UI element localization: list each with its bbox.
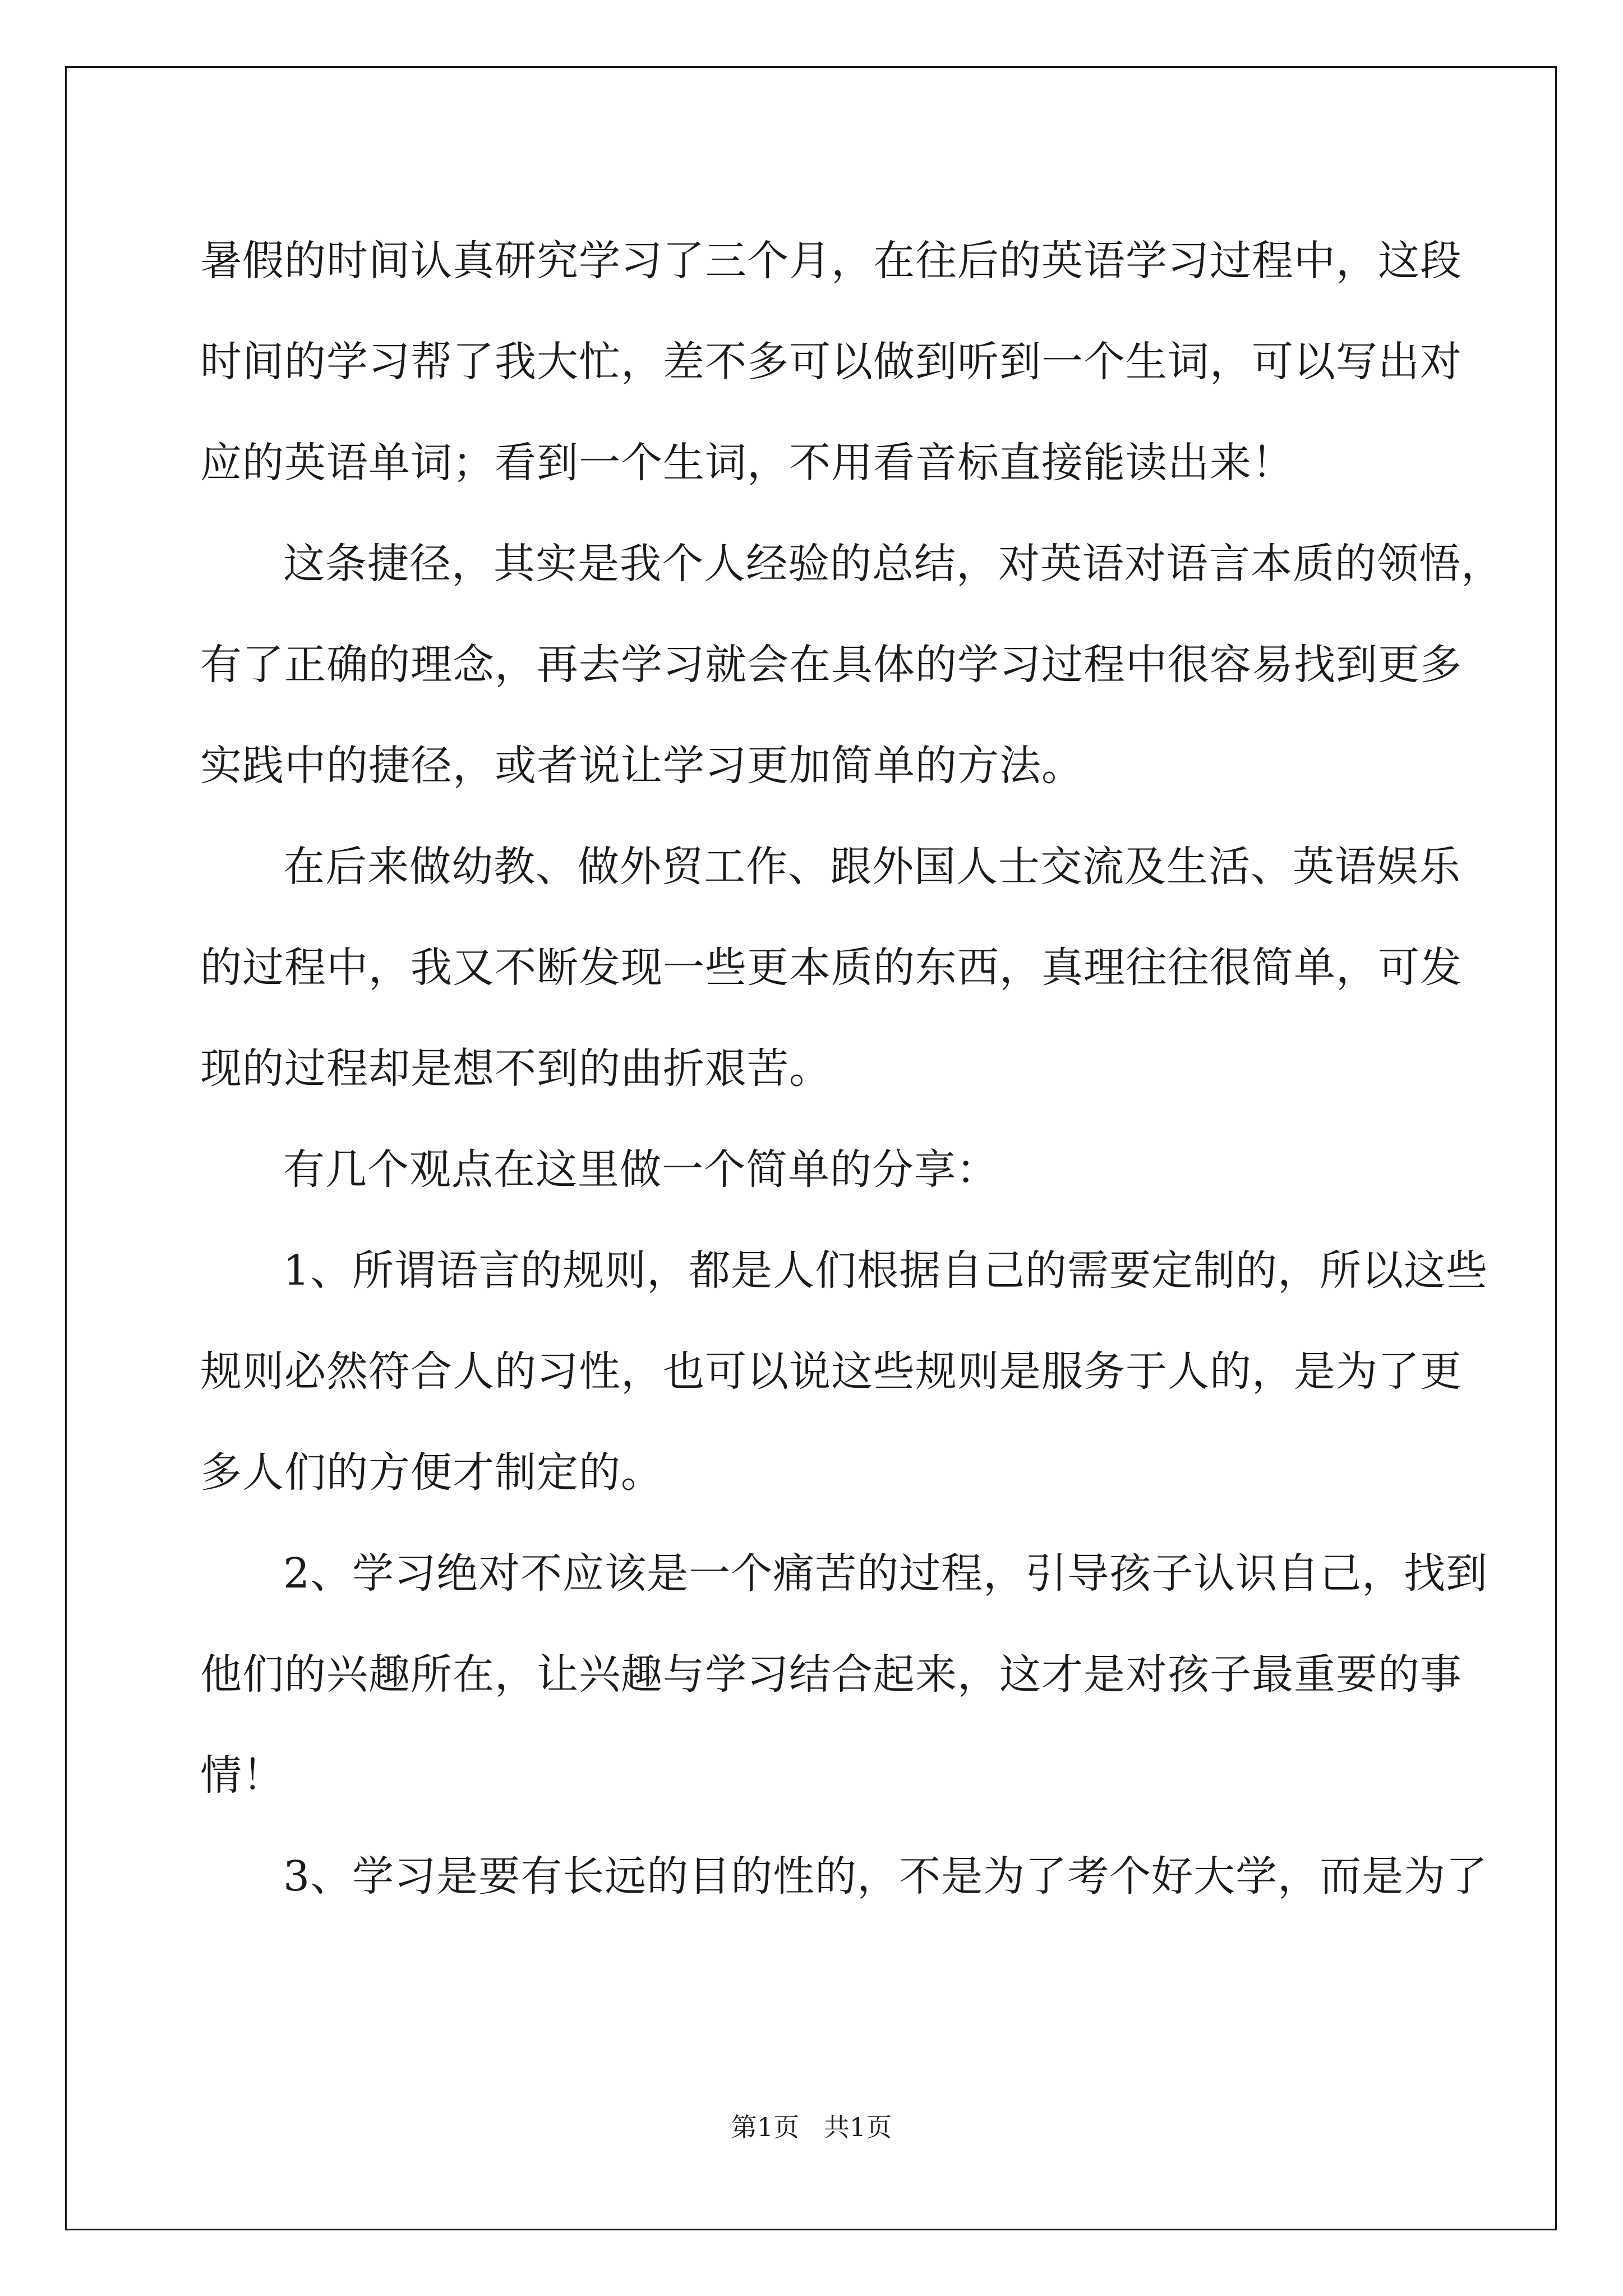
- text-line: 规则必然符合人的习性，也可以说这些规则是服务于人的，是为了更: [200, 1347, 1462, 1396]
- text-line: 有了正确的理念，再去学习就会在具体的学习过程中很容易找到更多: [200, 641, 1462, 689]
- text-line: 在后来做幼教、做外贸工作、跟外国人士交流及生活、英语娱乐: [283, 843, 1461, 891]
- page-number-footer: 第1页 共1页: [731, 2112, 892, 2142]
- text-line: 暑假的时间认真研究学习了三个月，在往后的英语学习过程中，这段: [200, 237, 1462, 285]
- text-line: 1、所谓语言的规则，都是人们根据自己的需要定制的，所以这些: [283, 1246, 1488, 1295]
- text-line: 现的过程却是想不到的曲折艰苦。: [200, 1045, 831, 1093]
- text-line: 的过程中，我又不断发现一些更本质的东西，真理往往很简单，可发: [200, 944, 1462, 992]
- text-line: 多人们的方便才制定的。: [200, 1448, 663, 1497]
- text-line: 情！: [200, 1751, 284, 1800]
- text-line: 应的英语单词；看到一个生词，不用看音标直接能读出来！: [200, 439, 1294, 487]
- text-line: 有几个观点在这里做一个简单的分享：: [283, 1145, 998, 1194]
- text-line: 2、学习绝对不应该是一个痛苦的过程，引导孩子认识自己，找到: [283, 1549, 1488, 1598]
- text-line: 他们的兴趣所在，让兴趣与学习结合起来，这才是对孩子最重要的事: [200, 1650, 1462, 1699]
- text-line: 实践中的捷径，或者说让学习更加简单的方法。: [200, 742, 1083, 790]
- text-line: 3、学习是要有长远的目的性的，不是为了考个好大学，而是为了: [283, 1852, 1488, 1901]
- document-body: [200, 210, 1503, 1927]
- text-line: 时间的学习帮了我大忙，差不多可以做到听到一个生词，可以写出对: [200, 338, 1462, 386]
- text-line: 这条捷径，其实是我个人经验的总结，对英语对语言本质的领悟，: [283, 540, 1503, 588]
